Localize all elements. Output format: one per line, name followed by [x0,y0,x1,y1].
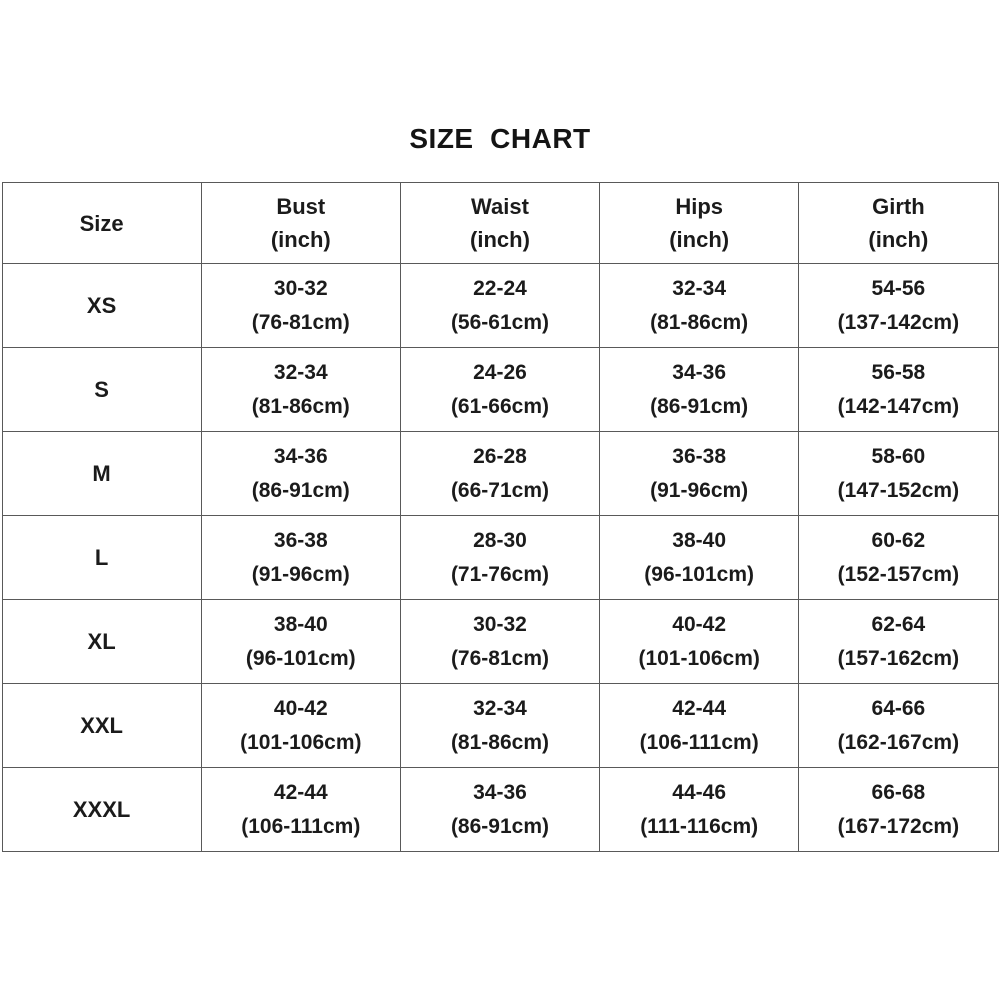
girth-cm-range: (142-147cm) [837,394,960,418]
bust-cm-range: (101-106cm) [240,730,362,754]
hips-cm-range: (91-96cm) [650,478,749,502]
girth-cell [799,600,998,684]
waist-cm-range: (56-61cm) [450,310,549,334]
girth-inch-range: 58-60 [871,444,926,468]
hips-inch-range: 40-42 [672,612,727,636]
column-header-waist [400,183,599,264]
table-row [2,684,998,768]
column-header-hips [600,183,799,264]
waist-inch-range: 32-34 [473,696,527,720]
bust-cm-range: (86-91cm) [251,478,350,502]
bust-cm-range: (76-81cm) [251,310,350,334]
waist-cm-range: (81-86cm) [450,730,549,754]
waist-inch-range: 24-26 [473,360,527,384]
bust-cm-range: (106-111cm) [241,814,361,838]
waist-cell [400,684,599,768]
hips-inch-range: 34-36 [672,360,727,384]
girth-cell [799,264,998,348]
waist-cell [400,600,599,684]
hips-inch-range: 42-44 [672,696,727,720]
table-row [2,516,998,600]
girth-cm-range: (137-142cm) [837,310,960,334]
waist-cell [400,264,599,348]
size-label: S [2,348,201,432]
bust-inch-range: 32-34 [273,360,328,384]
size-table-body [2,264,998,852]
bust-inch-range: 38-40 [273,612,328,636]
bust-inch-range: 36-38 [273,528,328,552]
bust-inch-range: 34-36 [273,444,328,468]
waist-cell [400,432,599,516]
hips-cm-range: (101-106cm) [638,646,760,670]
hips-inch-range: 32-34 [672,276,727,300]
hips-inch-range: 38-40 [672,528,727,552]
bust-cell [201,516,400,600]
table-row [2,600,998,684]
size-chart-table [2,182,999,852]
size-label: XXXL [2,768,201,852]
size-label: XL [2,600,201,684]
hips-cell [600,432,799,516]
bust-cm-range: (96-101cm) [245,646,356,670]
waist-cm-range: (66-71cm) [450,478,549,502]
column-header-girth [799,183,998,264]
bust-inch-range: 42-44 [273,780,328,804]
hips-cell [600,516,799,600]
waist-cell [400,768,599,852]
page-title: SIZE CHART [409,123,591,154]
waist-cm-range: (61-66cm) [450,394,549,418]
hips-cm-range: (86-91cm) [650,394,749,418]
girth-cm-range: (157-162cm) [837,646,960,670]
table-row [2,348,998,432]
column-unit-girth: (inch) [868,227,929,252]
size-label: L [2,516,201,600]
waist-cell [400,516,599,600]
size-label: XS [2,264,201,348]
header-row [2,183,998,264]
hips-inch-range: 44-46 [672,780,727,804]
hips-cm-range: (81-86cm) [650,310,749,334]
girth-cell [799,516,998,600]
size-label: M [2,432,201,516]
hips-cm-range: (106-111cm) [639,730,759,754]
bust-cell [201,684,400,768]
girth-cell [799,348,998,432]
girth-inch-range: 62-64 [871,612,926,636]
girth-cm-range: (147-152cm) [837,478,960,502]
girth-inch-range: 54-56 [871,276,926,300]
column-unit-waist: (inch) [470,227,530,252]
size-label: XXL [2,684,201,768]
girth-inch-range: 64-66 [871,696,926,720]
column-header-bust [201,183,400,264]
bust-cell [201,432,400,516]
bust-inch-range: 40-42 [273,696,328,720]
bust-cm-range: (91-96cm) [251,562,350,586]
girth-inch-range: 66-68 [871,780,926,804]
hips-cm-range: (111-116cm) [640,814,759,838]
column-unit-hips: (inch) [669,227,730,252]
waist-inch-range: 28-30 [473,528,527,552]
waist-cm-range: (86-91cm) [450,814,549,838]
hips-cell [600,264,799,348]
girth-cell [799,684,998,768]
bust-cell [201,264,400,348]
waist-cell [400,348,599,432]
column-unit-bust: (inch) [270,227,331,252]
bust-cm-range: (81-86cm) [251,394,350,418]
table-row [2,768,998,852]
hips-inch-range: 36-38 [672,444,727,468]
bust-cell [201,348,400,432]
girth-cm-range: (167-172cm) [837,814,960,838]
column-label-size: Size [79,210,124,236]
hips-cell [600,768,799,852]
table-row [2,432,998,516]
girth-cm-range: (152-157cm) [837,562,960,586]
column-label-hips: Hips [675,194,723,219]
column-label-waist: Waist [471,194,529,219]
hips-cm-range: (96-101cm) [644,562,755,586]
waist-cm-range: (71-76cm) [450,562,549,586]
waist-cm-range: (76-81cm) [450,646,549,670]
table-row [2,264,998,348]
hips-cell [600,600,799,684]
girth-inch-range: 56-58 [871,360,926,384]
waist-inch-range: 30-32 [473,612,527,636]
column-header-size [2,183,201,264]
bust-cell [201,600,400,684]
column-label-bust: Bust [276,194,326,219]
bust-cell [201,768,400,852]
hips-cell [600,348,799,432]
waist-inch-range: 26-28 [473,444,527,468]
girth-cm-range: (162-167cm) [837,730,960,754]
girth-cell [799,432,998,516]
girth-inch-range: 60-62 [871,528,926,552]
waist-inch-range: 22-24 [473,276,527,300]
column-label-girth: Girth [872,194,925,219]
waist-inch-range: 34-36 [473,780,527,804]
hips-cell [600,684,799,768]
bust-inch-range: 30-32 [273,276,328,300]
girth-cell [799,768,998,852]
table-header [2,183,998,264]
